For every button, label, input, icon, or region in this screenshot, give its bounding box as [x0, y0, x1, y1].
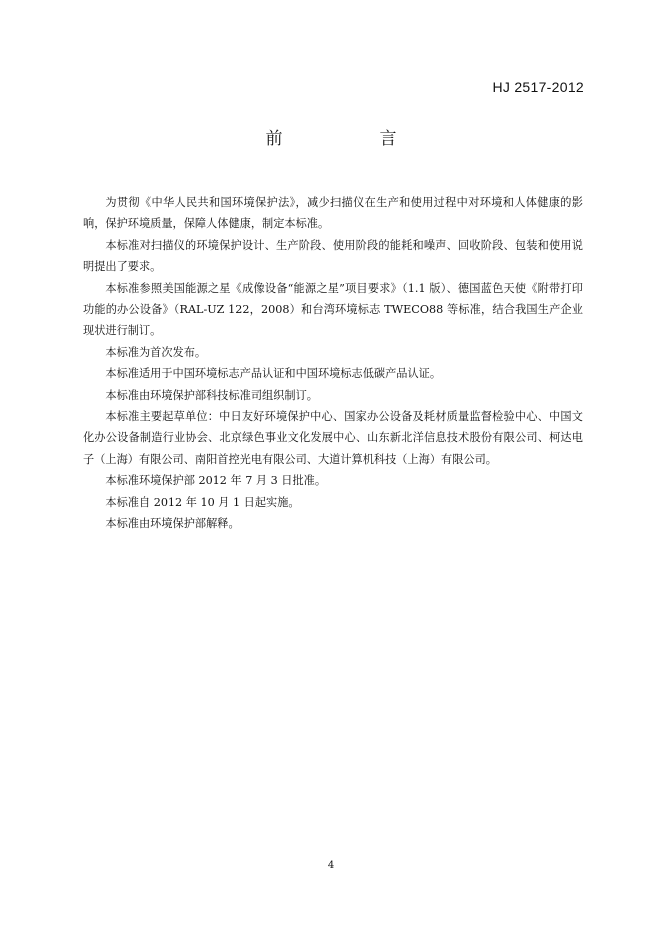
foreword-body	[83, 192, 583, 535]
page-title: 前 言	[265, 129, 437, 149]
paragraph-first-release: 本标准为首次发布。	[105, 345, 207, 359]
paragraph-organizer: 本标准由环境保护部科技标准司组织制订。	[105, 388, 318, 402]
page-number: 4	[327, 860, 335, 871]
paragraph-approval-date: 本标准环境保护部 2012 年 7 月 3 日批准。	[105, 474, 327, 488]
paragraph-effective-date: 本标准自 2012 年 10 月 1 日起实施。	[105, 495, 300, 509]
paragraph-interpretation: 本标准由环境保护部解释。	[105, 517, 240, 531]
paragraph-references: 本标准参照美国能源之星《成像设备“能源之星”项目要求》（1.1 版）、德国蓝色天使《附带打印功能的办公设备》（RAL-UZ 122，2008）和台湾环境标志 TWECO88 等标准，结合我国生产企业现状进行制订。	[83, 281, 583, 338]
paragraph-purpose: 为贯彻《中华人民共和国环境保护法》，减少扫描仪在生产和使用过程中对环境和人体健康的影响，保护环境质量，保障人体健康，制定本标准。	[83, 196, 583, 231]
paragraph-applicability: 本标准适用于中国环境标志产品认证和中国环境标志低碳产品认证。	[105, 367, 442, 381]
paragraph-scope: 本标准对扫描仪的环境保护设计、生产阶段、使用阶段的能耗和噪声、回收阶段、包装和使用说明提出了要求。	[83, 238, 583, 274]
document-code: HJ 2517-2012	[492, 79, 584, 95]
paragraph-drafting-units: 本标准主要起草单位：中日友好环境保护中心、国家办公设备及耗材质量监督检验中心、中国文化办公设备制造行业协会、北京绿色事业文化发展中心、山东新北洋信息技术股份有限公司、柯达电子（上海）有限公司、南阳首控光电有限公司、大道计算机科技（上海）有限公司。	[83, 410, 583, 466]
